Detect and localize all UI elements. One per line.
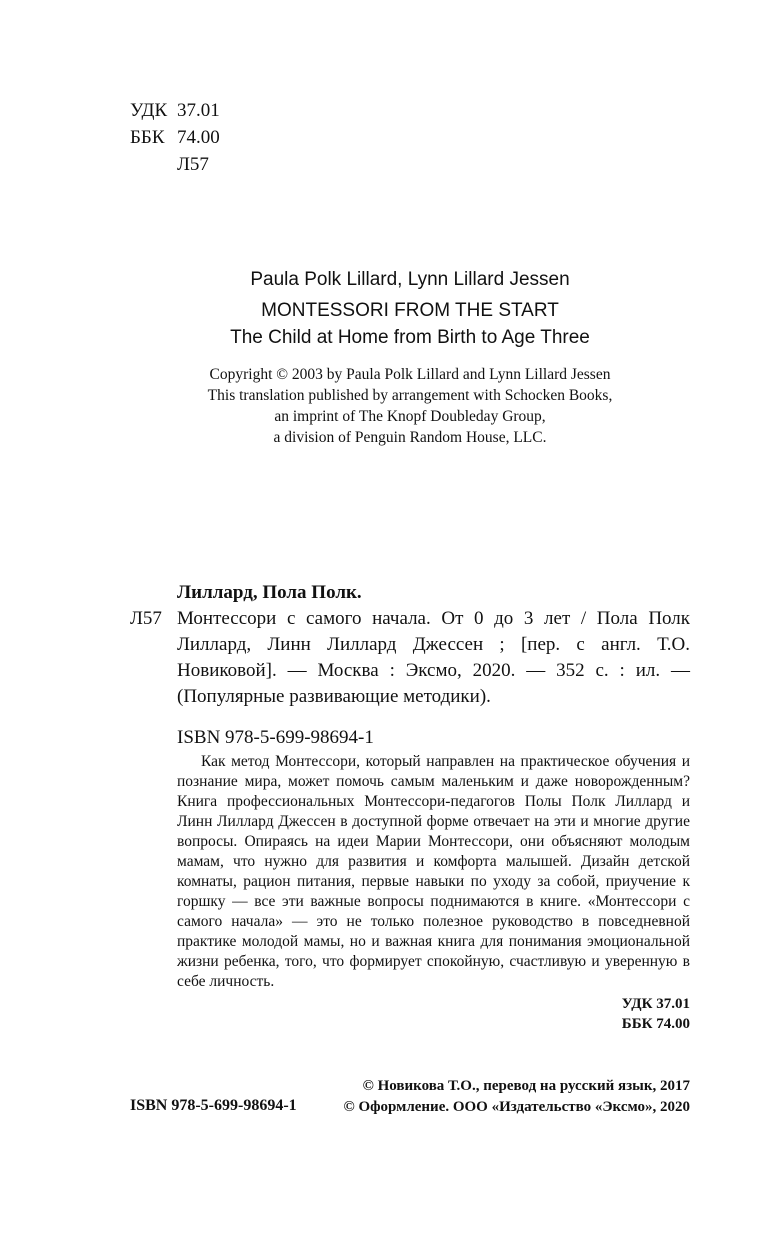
rights-line: a division of Penguin Random House, LLC. bbox=[273, 429, 547, 446]
footer-copyrights bbox=[338, 1076, 690, 1118]
bbk-value: 74.00 bbox=[177, 127, 220, 148]
bibliographic-code: Л57 bbox=[130, 608, 162, 629]
udk-row bbox=[130, 97, 220, 124]
rights-line: This translation published by arrangement with Schocken Books, bbox=[207, 387, 613, 404]
original-title: MONTESSORI FROM THE START bbox=[261, 300, 559, 321]
udk-value: 37.01 bbox=[177, 100, 220, 121]
bibliographic-text: Монтессори с самого начала. От 0 до 3 лет / Пола Полк Лиллард, Линн Лиллард Джессен ; [пер. с англ. Т.О. Новиковой]. — Москва : Эксмо, 2020. — 352 с. : ил. — (Популярные развивающие методики). bbox=[177, 608, 690, 707]
footer-isbn: ISBN 978-5-699-98694-1 bbox=[130, 1097, 297, 1114]
original-authors: Paula Polk Lillard, Lynn Lillard Jessen bbox=[250, 269, 570, 290]
annotation: Как метод Монтессори, который направлен на практическое обучения и познание мира, может помочь самым маленьким и даже новорожденным? Книга профессиональных Монтессори-педагогов Полы Полк Лиллард и Линн Лиллард Джессен в доступной форме отвечает на эти и многие другие вопросы. Опираясь на идеи Марии Монтессори, они объясняют молодым мамам, что нужно для развития и комфорта малышей. Дизайн детской комнаты, рацион питания, первые навыки по уходу за собой, приучение к горшку — все эти важные вопросы поднимаются в книге. «Монтессори с самого начала» — это не только полезное руководство в повседневной практике молодой мамы, но и важная книга для понимания эмоциональной жизни ребенка, того, что формирует спокойную, счастливую и уверенную в себе личность. bbox=[177, 753, 690, 990]
original-edition bbox=[130, 266, 690, 351]
annotation-udk: УДК 37.01 bbox=[621, 996, 690, 1012]
bibliographic-isbn: ISBN 978-5-699-98694-1 bbox=[177, 727, 374, 748]
annotation-bbk: ББК 74.00 bbox=[621, 1016, 690, 1032]
rights-line: Copyright © 2003 by Paula Polk Lillard and Lynn Lillard Jessen bbox=[209, 366, 611, 383]
copyright-design: © Оформление. ООО «Издательство «Эксмо», 2020 bbox=[343, 1099, 690, 1115]
bibliographic-record bbox=[130, 580, 690, 751]
bibliographic-entry bbox=[130, 606, 690, 710]
classification-codes bbox=[130, 97, 220, 178]
copyright-translation: © Новикова Т.О., перевод на русский язык, 2017 bbox=[362, 1078, 690, 1094]
bbk-row bbox=[130, 124, 220, 151]
bbk-label: ББК bbox=[130, 127, 165, 148]
author-code: Л57 bbox=[177, 154, 209, 175]
udk-label: УДК bbox=[130, 100, 168, 121]
rights-line: an imprint of The Knopf Doubleday Group, bbox=[274, 408, 546, 425]
author-code-row bbox=[130, 151, 220, 178]
rights-notice bbox=[130, 364, 690, 448]
bibliographic-heading: Лиллард, Пола Полк. bbox=[177, 582, 362, 603]
annotation-codes bbox=[590, 994, 690, 1034]
original-subtitle: The Child at Home from Birth to Age Three bbox=[230, 327, 590, 348]
